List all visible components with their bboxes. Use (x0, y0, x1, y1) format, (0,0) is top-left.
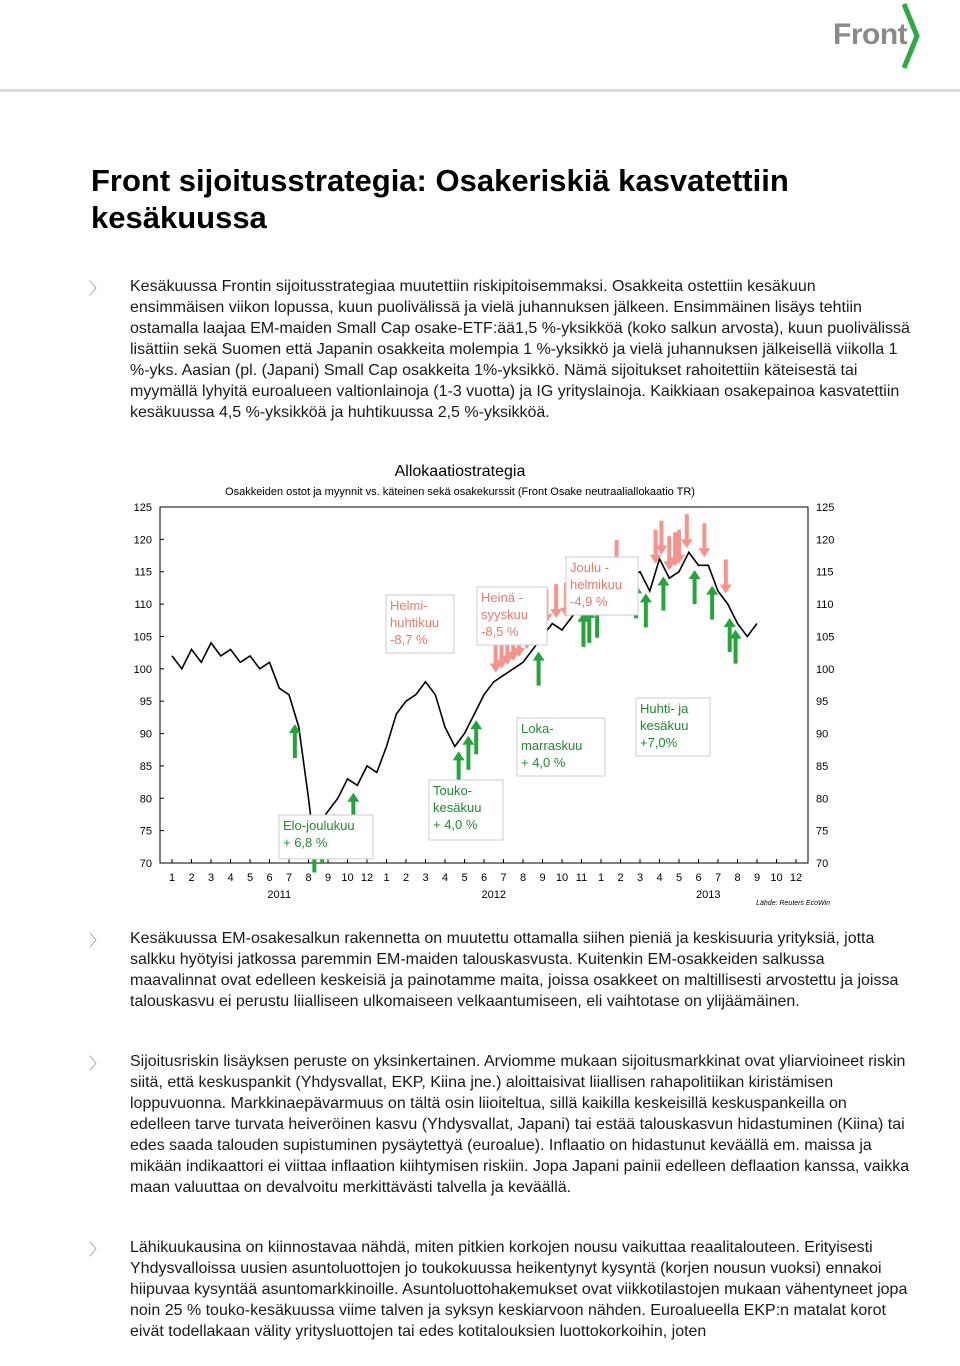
buy-arrow-icon (470, 720, 482, 729)
year-label: 2011 (267, 889, 292, 901)
annotation-text: + 6,8 % (283, 835, 328, 850)
y-tick-label-left: 120 (133, 534, 152, 547)
buy-arrow-icon (724, 618, 736, 627)
x-tick-label: 10 (770, 872, 783, 884)
y-tick-label-right: 120 (816, 534, 835, 547)
allocation-chart (134, 460, 846, 910)
annotation-text: huhtikuu (390, 615, 440, 630)
y-tick-label-left: 85 (139, 760, 152, 773)
x-tick-label: 5 (246, 872, 254, 884)
year-label: 2013 (696, 889, 721, 901)
logo-text: Front (833, 18, 908, 51)
buy-arrow-icon (533, 652, 545, 661)
chevron-right-icon (901, 2, 921, 70)
annotation-text: Touko- (433, 783, 473, 798)
chart-title: Allokaatiostrategia (394, 463, 526, 480)
y-tick-label-left: 80 (139, 793, 152, 806)
y-tick-label-right: 110 (816, 599, 834, 612)
x-tick-label: 7 (285, 872, 293, 884)
annotation-text: -4,9 % (570, 594, 608, 609)
buy-arrow-icon (462, 736, 474, 745)
annotation-text: + 4,0 % (521, 755, 566, 770)
buy-arrow-icon (640, 593, 652, 602)
x-tick-label: 1 (383, 872, 390, 884)
x-tick-label: 4 (656, 872, 663, 884)
annotation-text: kesäkuu (433, 800, 482, 815)
x-tick-label: 1 (597, 872, 605, 884)
annotation-text: syyskuu (481, 607, 528, 622)
sell-arrow-icon (698, 548, 710, 557)
x-tick-label: 4 (227, 872, 234, 884)
annotation-text: +7,0% (640, 735, 678, 750)
x-tick-label: 6 (695, 872, 702, 884)
y-tick-label-right: 70 (816, 858, 829, 870)
bullet-marker-icon: 〉 (89, 1056, 106, 1073)
bullet-marker-icon: 〉 (89, 933, 106, 950)
y-tick-label-right: 75 (816, 825, 829, 838)
x-tick-label: 5 (461, 872, 468, 884)
x-tick-label: 7 (714, 872, 722, 884)
y-tick-label-right: 125 (816, 502, 835, 514)
x-tick-label: 12 (360, 872, 374, 884)
x-tick-label: 10 (341, 872, 354, 884)
paragraph-3: Sijoitusriskin lisäyksen peruste on yksinkertainen. Arviomme mukaan sijoitusmarkkinat ovat yliarvioineet riskin siitä, että keskuspankit (Yhdysvallat, EKP, Kiina jne.) aloittaisivat liiallisen rahapolitiikan kiristämisen loppuvuonna. Markkinaepävarmuus on tältä osin liioiteltua, sillä kaikilla keskeisillä keskuspankeilla on edelleen tarve turvata heiveröinen kasvu (Yhdysvallat, Japani) tai estää talouskasvun hidastuminen (Kiina) tai edes saada talouden supistuminen pysäytettyä (euroalue). Inflaatio on hidastunut keväällä em. maissa ja mikään indikaattori ei viittaa inflaation kiihtymisen riskiin. Jopa Japani painii edelleen deflaation kanssa, vaikka maan valuuttaa on devalvoitu merkittävästi talvella ja keväällä. (130, 1053, 910, 1196)
x-tick-label: 9 (753, 872, 761, 884)
y-tick-label-left: 95 (139, 696, 152, 709)
annotation-text: + 4,0 % (433, 817, 478, 832)
y-tick-label-left: 75 (139, 825, 152, 838)
paragraph-2: Kesäkuussa EM-osakesalkun rakennetta on muutettu ottamalla siihen pieniä ja keskisuuria yrityksiä, jotta salkku hyötyisi jatkossa paremmin EM-maiden talouskasvusta. Kuitenkin EM-osakkeiden salkussa maavalinnat ovat edelleen keskeisiä ja painotamme maita, joissa osakkeet on maltillisesti arvostettu ja joissa talouskasvu ei perustu liialliseen ulkomaiseen velkaantumiseen, eli vaihtotase on ylijäämäinen. (130, 930, 899, 1010)
x-tick-label: 11 (575, 872, 588, 884)
x-tick-label: 3 (207, 872, 215, 884)
sell-arrow-icon (550, 609, 562, 618)
x-tick-label: 10 (555, 872, 569, 884)
y-tick-label-right: 115 (816, 566, 834, 579)
chart-subtitle: Osakkeiden ostot ja myynnit vs. käteinen sekä osakekurssit (Front Osake neutraaliallokaatio TR) (225, 486, 695, 498)
y-tick-label-left: 125 (133, 502, 152, 514)
annotation-text: Helmi- (390, 598, 428, 613)
y-tick-label-right: 100 (816, 663, 835, 676)
sell-arrow-icon (720, 585, 732, 594)
annotation-text: marraskuu (521, 738, 583, 753)
chart-source: Lähde: Reuters EcoWin (756, 900, 830, 907)
x-tick-label: 3 (636, 872, 644, 884)
annotation-text: Heinä - (481, 590, 523, 605)
annotation-text: kesäkuu (640, 718, 689, 733)
buy-arrow-icon (689, 570, 701, 579)
annotation-text: Elo-joulukuu (283, 818, 355, 833)
y-tick-label-left: 70 (139, 858, 152, 870)
x-tick-label: 9 (324, 872, 332, 884)
x-tick-label: 2 (617, 872, 624, 884)
annotation-text: Loka- (521, 721, 554, 736)
y-tick-label-left: 90 (139, 728, 152, 741)
y-tick-label-right: 95 (816, 696, 829, 709)
x-tick-label: 8 (734, 872, 741, 884)
paragraph-4: Lähikuukausina on kiinnostavaa nähdä, miten pitkien korkojen nousu vaikuttaa reaalitalouteen. Erityisesti Yhdysvalloissa uusien asuntoluottojen jo toukokuussa heikentynyt kysyntä (korjen nousun vuoksi) ennakoi hiipuvaa kysyntää asuntomarkkinoille. Asuntoluottohakemukset ovat viikkotilastojen mukaan vähentyneet jopa noin 25 % touko-kesäkuussa viime talven ja syksyn keskiarvoon nähden. Euroalueella EKP:n matalat korot eivät todellakaan välity yritysluottojen tai edes kotitalouksien luottokorkoihin, joten (130, 1239, 908, 1340)
chart-svg (134, 460, 846, 910)
annotation-text: Huhti- ja (640, 701, 689, 716)
y-tick-label-right: 80 (816, 793, 829, 806)
sell-arrow-icon (681, 539, 693, 548)
header-divider (0, 89, 960, 92)
y-tick-label-right: 105 (816, 631, 835, 644)
annotation-text: helmikuu (570, 577, 623, 592)
x-tick-label: 5 (675, 872, 683, 884)
y-tick-label-left: 100 (133, 663, 152, 676)
page-title: Front sijoitusstrategia: Osakeriskiä kasvatettiin kesäkuussa (91, 163, 789, 235)
bullet-marker-icon: 〉 (89, 1242, 106, 1259)
x-tick-label: 3 (422, 872, 429, 884)
x-tick-label: 8 (519, 872, 527, 884)
x-tick-label: 12 (789, 872, 803, 884)
x-tick-label: 6 (480, 872, 488, 884)
year-label: 2012 (481, 889, 506, 901)
y-tick-label-left: 110 (134, 599, 152, 612)
paragraph-1: Kesäkuussa Frontin sijoitusstrategiaa muutettiin riskipitoisemmaksi. Osakkeita ostettiin kesäkuun ensimmäisen viikon lopussa, kuun puolivälissä ja vielä juhannuksen jälkeen. Ensimmäinen lisäys tehtiin ostamalla laajaa EM-maiden Small Cap osake-ETF:ää1,5 %-yksikköä (koko salkun arvosta), kuun puolivälissä lisättiin sekä Suomen että Japanin osakkeita molempia 1 %-yksikkö ja vielä juhannuksen jälkeisellä viikolla 1 %-yks. Aasian (pl. (Japani) Small Cap osakkeita 1%-yksikkö. Nämä sijoitukset rahoitettiin käteisestä tai myymällä lyhyitä euroalueen valtionlainoja (1-3 vuotta) ja IG yrityslainoja. Kaikkiaan osakepainoa kasvatettiin kesäkuussa 4,5 %-yksikköä ja huhtikuussa 2,5 %-yksikköä. (130, 278, 910, 421)
x-tick-label: 2 (188, 872, 195, 884)
buy-arrow-icon (347, 793, 359, 802)
front-logo (826, 0, 926, 72)
y-tick-label-right: 85 (816, 760, 829, 773)
x-tick-label: 7 (500, 872, 507, 884)
x-tick-label: 4 (441, 872, 449, 884)
y-tick-label-left: 105 (133, 631, 152, 644)
y-tick-label-left: 115 (134, 566, 152, 579)
annotation-text: Joulu - (570, 560, 610, 575)
buy-arrow-icon (453, 751, 465, 760)
y-tick-label-right: 90 (816, 728, 829, 741)
x-tick-label: 2 (402, 872, 410, 884)
x-tick-label: 8 (305, 872, 312, 884)
bullet-marker-icon: 〉 (89, 281, 106, 298)
x-tick-label: 6 (266, 872, 273, 884)
annotation-text: -8,5 % (481, 624, 519, 639)
buy-arrow-icon (657, 577, 669, 586)
x-tick-label: 9 (539, 872, 546, 884)
annotation-text: -8,7 % (390, 632, 428, 647)
x-tick-label: 1 (168, 872, 176, 884)
